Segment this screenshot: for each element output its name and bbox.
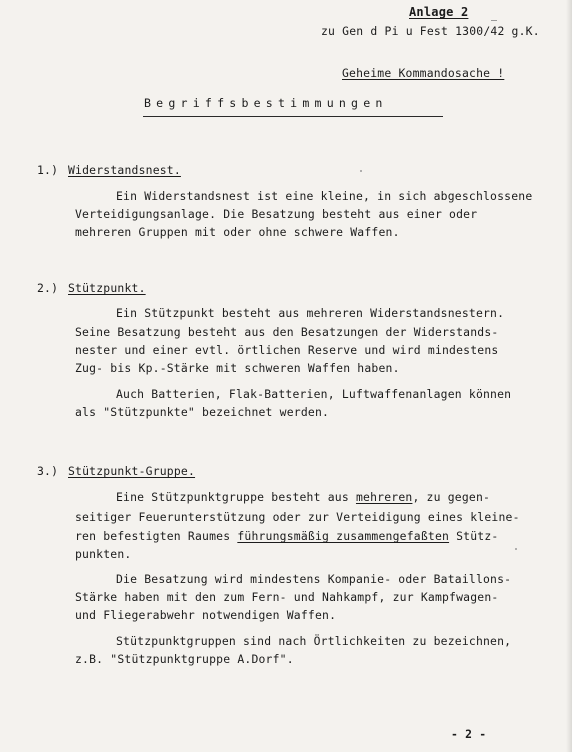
section-1-number: 1.) (37, 163, 59, 177)
annex-label: Anlage 2 (409, 5, 469, 19)
section-2-heading: Stützpunkt. (68, 281, 146, 295)
section-2-number: 2.) (37, 281, 59, 295)
title-underline (143, 116, 443, 117)
emphasis-underline: führungsmäßig zusammengefaßten (237, 529, 450, 543)
section-2-text-line: als "Stützpunkte" bezeichnet werden. (75, 405, 330, 419)
section-3-text-line: Die Besatzung wird mindestens Kompanie- oder Bataillons- (116, 572, 512, 586)
section-1-heading: Widerstandsnest. (68, 163, 181, 177)
page-number: - 2 - (451, 727, 487, 741)
paper-edge-shadow (566, 0, 572, 752)
section-3-heading: Stützpunkt-Gruppe. (68, 464, 196, 478)
section-3-text-line: seitiger Feuerunterstützung oder zur Verteidigung eines kleine- (75, 510, 520, 524)
section-3-text-line: ren befestigten Raumes führungsmäßig zusammengefaßten Stütz- (75, 529, 499, 543)
reference-line: zu Gen d Pi u Fest 1300/42 g.K. (321, 24, 540, 38)
section-2-text-line: Ein Stützpunkt besteht aus mehreren Widerstandsnestern. (116, 306, 505, 320)
section-2-text-line: Seine Besatzung besteht aus den Besatzungen der Widerstands- (75, 325, 499, 339)
section-3-text-line: Eine Stützpunktgruppe besteht aus mehreren, zu gegen- (116, 490, 491, 504)
section-3-text-line: punkten. (75, 547, 132, 561)
classification-label: Geheime Kommandosache ! (342, 66, 505, 80)
scan-speck (515, 548, 517, 550)
section-1-text-line: Ein Widerstandsnest ist eine kleine, in sich abgeschlossene (116, 189, 533, 203)
section-3-number: 3.) (37, 464, 59, 478)
section-3-text-line: Stützpunktgruppen sind nach Örtlichkeiten zu bezeichnen, (116, 634, 512, 648)
scan-speck (360, 170, 362, 172)
section-3-text-line: und Fliegerabwehr notwendigen Waffen. (75, 608, 337, 622)
section-1-text-line: mehreren Gruppen mit oder ohne schwere Waffen. (75, 225, 400, 239)
document-title: Begriffsbestimmungen (144, 96, 388, 110)
section-2-text-line: nester und einer evtl. örtlichen Reserve und wird mindestens (75, 343, 499, 357)
emphasis-underline: mehreren (355, 490, 413, 504)
section-3-text-line: Stärke haben mit den zum Fern- und Nahkampf, zur Kampfwagen- (75, 590, 499, 604)
section-3-text-line: z.B. "Stützpunktgruppe A.Dorf". (75, 652, 294, 666)
section-2-text-line: Zug- bis Kp.-Stärke mit schweren Waffen haben. (75, 361, 400, 375)
section-2-text-line: Auch Batterien, Flak-Batterien, Luftwaffenanlagen können (116, 387, 512, 401)
section-1-text-line: Verteidigungsanlage. Die Besatzung besteht aus einer oder (75, 207, 478, 221)
scan-speck (491, 20, 497, 21)
